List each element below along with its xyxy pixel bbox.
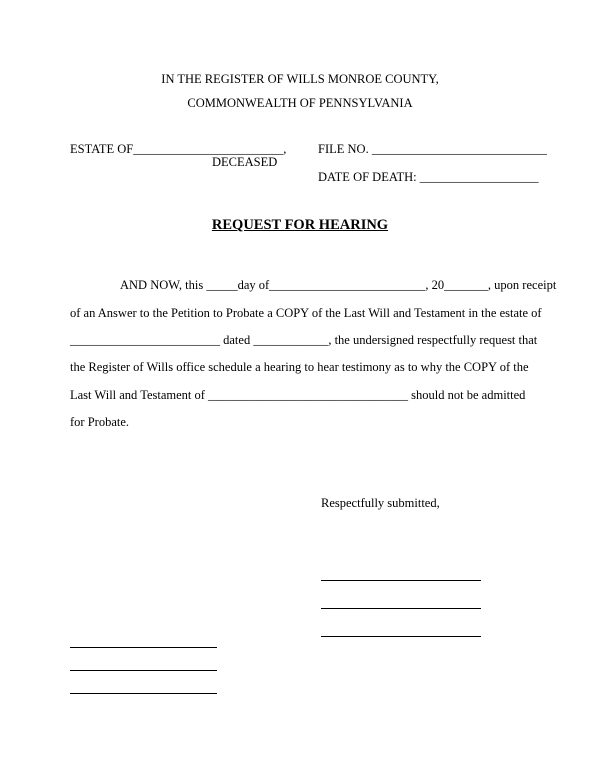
address-line [70, 693, 217, 694]
signature-line [321, 608, 481, 609]
body-line-2: of an Answer to the Petition to Probate a COPY of the Last Will and Testament in the estate of [70, 306, 542, 320]
document-title: REQUEST FOR HEARING [211, 217, 389, 233]
body-line-5: Last Will and Testament of ________________________________ should not be admitted [70, 388, 526, 402]
body-line-4: the Register of Wills office schedule a hearing to hear testimony as to why the COPY of the [70, 360, 529, 374]
address-line [70, 670, 217, 671]
date-of-death-field: DATE OF DEATH: ___________________ [318, 170, 539, 184]
court-header-line2: COMMONWEALTH OF PENNSYLVANIA [187, 96, 413, 110]
body-line-3: ________________________ dated ____________, the undersigned respectfully request that [70, 333, 538, 347]
signature-line [321, 580, 481, 581]
address-line [70, 647, 217, 648]
deceased-label: DECEASED [212, 155, 278, 169]
closing-text: Respectfully submitted, [321, 496, 440, 510]
court-header-line1: IN THE REGISTER OF WILLS MONROE COUNTY, [161, 72, 439, 86]
signature-line [321, 636, 481, 637]
estate-of-field: ESTATE OF________________________, [70, 142, 287, 156]
file-no-field: FILE NO. ____________________________ [318, 142, 547, 156]
body-line-6: for Probate. [70, 415, 130, 429]
body-line-1: AND NOW, this _____day of_________________________, 20_______, upon receipt [120, 278, 557, 292]
